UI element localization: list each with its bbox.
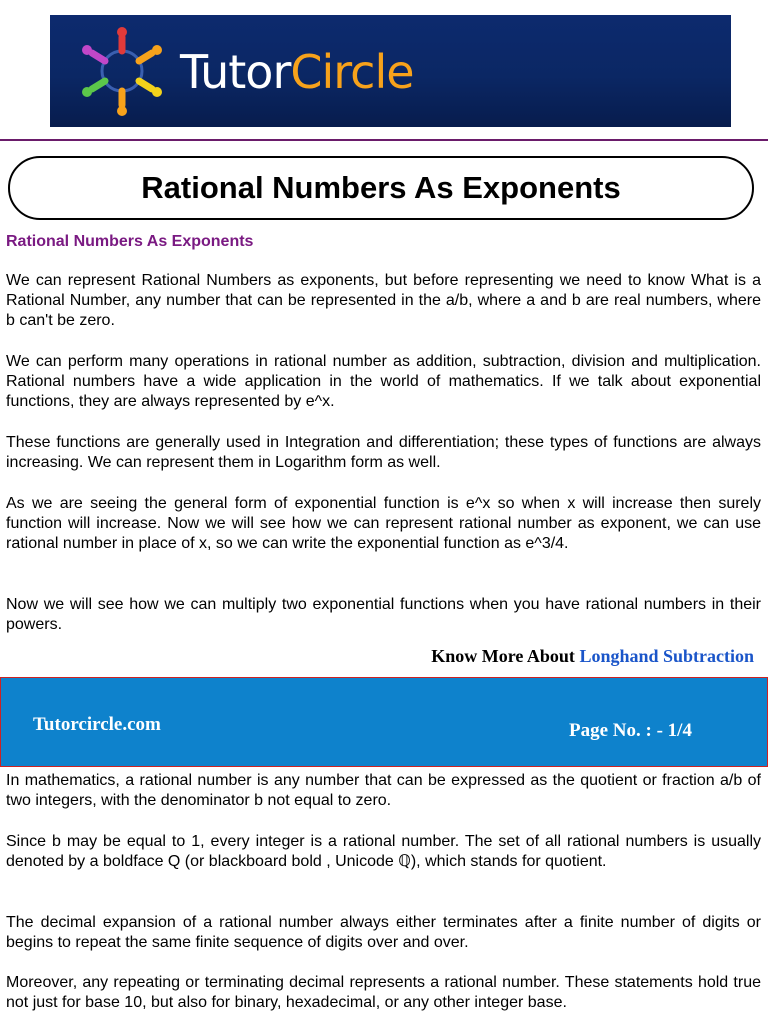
paragraph-top-3: These functions are generally used in Integration and differentiation; these types of functions are always increasing. We can represent them in Logarithm form as well.	[6, 434, 761, 472]
paragraph-top-2: We can perform many operations in rational number as addition, subtraction, division and multiplication. Rational numbers have a wide application in the world of mathematics. If we talk about exponential functions, they are always represented by e^x.	[6, 353, 761, 411]
page-title: Rational Numbers As Exponents	[141, 170, 621, 205]
logo-text-tutor: Tutor	[180, 45, 291, 99]
paragraph-top-4: As we are seeing the general form of exponential function is e^x so when x will increase then surely function will increase. Now we will see how we can represent rational number as exponent, we can use rational number in place of x, so we can write the exponential function as e^3/4.	[6, 495, 761, 553]
header-banner	[50, 15, 731, 127]
paragraph-top-5: Now we will see how we can multiply two exponential functions when you have rational numbers in their powers.	[6, 596, 761, 634]
section-heading: Rational Numbers As Exponents	[6, 233, 254, 250]
logo-wordmark	[180, 45, 414, 99]
paragraph-bottom-2: Since b may be equal to 1, every integer is a rational number. The set of all rational numbers is usually denoted by a boldface Q (or blackboard bold , Unicode ℚ), which stands for quotient.	[6, 833, 761, 871]
page-number: Page No. : - 1/4	[569, 720, 692, 741]
logo-icon	[72, 25, 172, 117]
logo-text-circle: Circle	[290, 45, 414, 99]
footer-site[interactable]: Tutorcircle.com	[33, 714, 161, 735]
know-more-line	[431, 646, 754, 667]
know-more-link[interactable]: Longhand Subtraction	[579, 646, 754, 666]
know-more-prefix: Know More About	[431, 646, 580, 666]
paragraph-bottom-1: In mathematics, a rational number is any number that can be expressed as the quotient or fraction a/b of two integers, with the denominator b not equal to zero.	[6, 772, 761, 810]
paragraph-bottom-3: The decimal expansion of a rational number always either terminates after a finite number of digits or begins to repeat the same finite sequence of digits over and over.	[6, 914, 761, 952]
title-box	[8, 156, 754, 220]
paragraph-bottom-4: Moreover, any repeating or terminating decimal represents a rational number. These statements hold true not just for base 10, but also for binary, hexadecimal, or any other integer base.	[6, 974, 761, 1012]
header-divider	[0, 139, 768, 141]
footer-bar	[0, 677, 768, 767]
paragraph-top-1: We can represent Rational Numbers as exponents, but before representing we need to know What is a Rational Number, any number that can be represented in the a/b, where a and b are real numbers, where b can't be zero.	[6, 272, 761, 330]
